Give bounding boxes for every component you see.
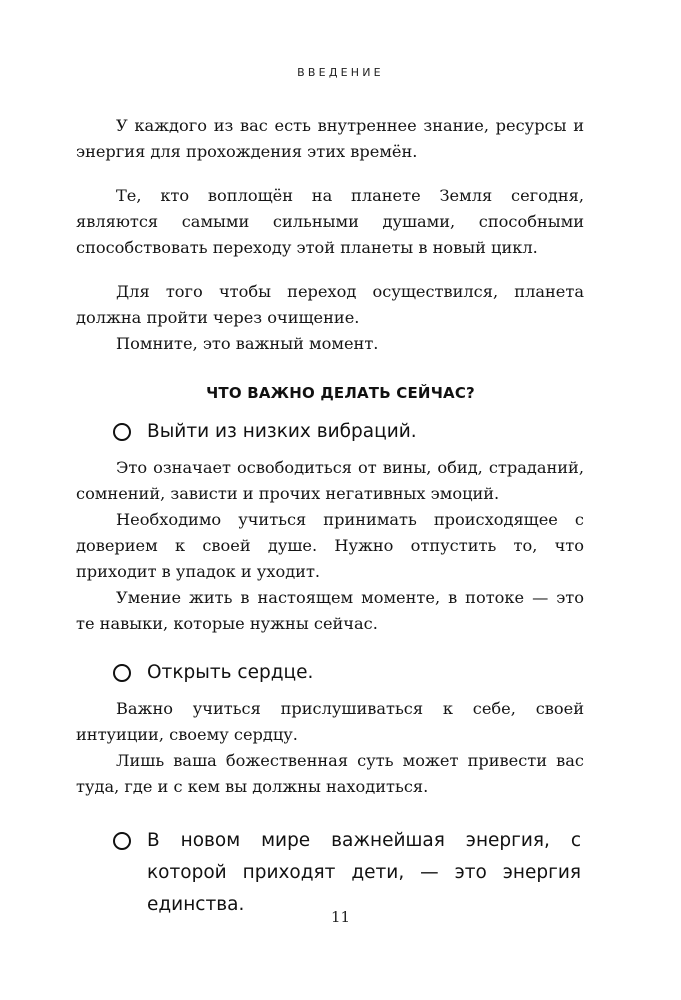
bullet-item-2 <box>113 657 581 689</box>
bullet-heading: В новом мире важнейшая энергия, с которой приходят дети, — это энергия единства. <box>147 830 581 915</box>
paragraph: Умение жить в настоящем моменте, в потоке — это те навыки, которые нужны сейчас. <box>76 588 584 633</box>
bullet-heading: Выйти из низких вибраций. <box>147 421 417 442</box>
circle-bullet-icon <box>113 664 131 682</box>
intro-block-1 <box>76 113 584 165</box>
bullet-heading: Открыть сердце. <box>147 662 314 683</box>
paragraph: Лишь ваша божественная суть может привести вас туда, где и с кем вы должны находиться. <box>76 751 584 796</box>
paragraph: Те, кто воплощён на планете Земля сегодня, являются самыми сильными душами, способными способствовать переходу этой планеты в новый цикл. <box>76 186 584 257</box>
intro-block-2 <box>76 183 584 261</box>
paragraph: Помните, это важный момент. <box>116 334 379 353</box>
bullet-item-1 <box>113 416 581 448</box>
running-head: ВВЕДЕНИЕ <box>297 66 384 79</box>
paragraph: У каждого из вас есть внутреннее знание, ресурсы и энергия для прохождения этих времён. <box>76 116 584 161</box>
item1-block <box>76 455 584 637</box>
paragraph: Для того чтобы переход осуществился, планета должна пройти через очищение. <box>76 282 584 327</box>
bullet-item-3 <box>113 825 581 921</box>
page-number: 11 <box>330 908 351 926</box>
circle-bullet-icon <box>113 832 131 850</box>
paragraph: Необходимо учиться принимать происходящее с доверием к своей душе. Нужно отпустить то, что приходит в упадок и уходит. <box>76 510 584 581</box>
item2-block <box>76 696 584 800</box>
intro-block-3 <box>76 279 584 357</box>
circle-bullet-icon <box>113 423 131 441</box>
paragraph: Важно учиться прислушиваться к себе, своей интуиции, своему сердцу. <box>76 699 584 744</box>
section-title: ЧТО ВАЖНО ДЕЛАТЬ СЕЙЧАС? <box>206 384 475 402</box>
paragraph: Это означает освободиться от вины, обид, страданий, сомнений, зависти и прочих негативных эмоций. <box>76 458 584 503</box>
